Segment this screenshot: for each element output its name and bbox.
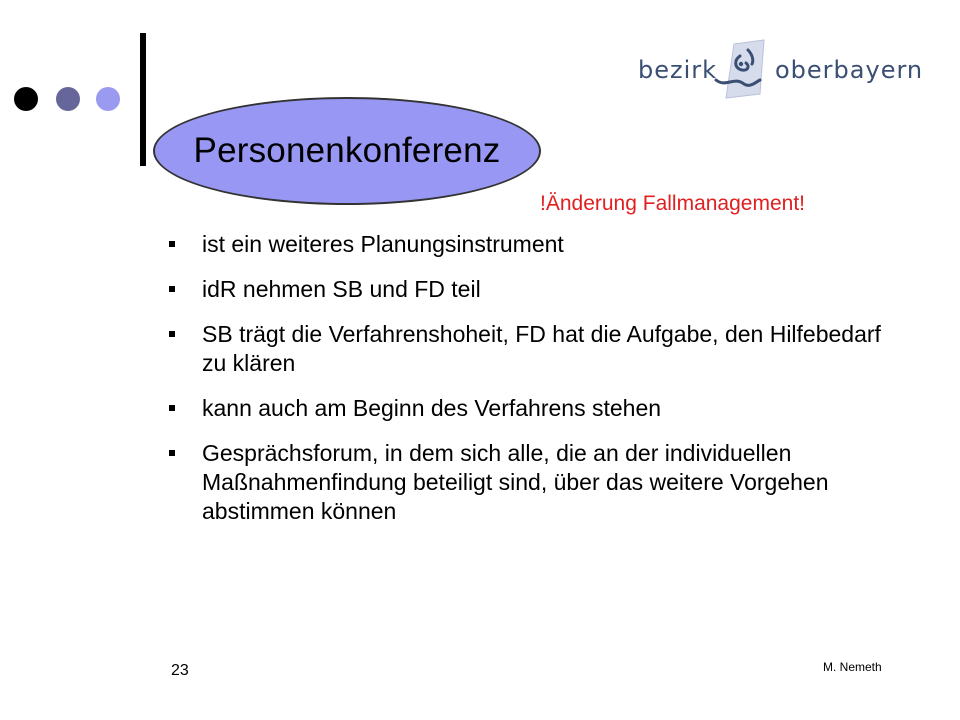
- decorative-dot-black: [14, 87, 38, 111]
- square-bullet-icon: [169, 450, 175, 456]
- bullet-text: Gesprächsforum, in dem sich alle, die an der individuellen Maßnahmenfindung beteiligt sind, über das weitere Vorgehen abstimmen können: [202, 440, 829, 524]
- square-bullet-icon: [169, 405, 175, 411]
- decorative-vertical-bar: [140, 33, 146, 166]
- bullet-text: idR nehmen SB und FD teil: [202, 276, 481, 302]
- logo-word-bezirk: bezirk: [638, 56, 718, 84]
- author-footer: M. Nemeth: [823, 660, 882, 674]
- title-ellipse: [153, 97, 541, 205]
- bullet-item: [162, 320, 902, 378]
- square-bullet-icon: [169, 331, 175, 337]
- bullet-text: ist ein weiteres Planungsinstrument: [202, 231, 564, 257]
- decorative-dot-periwinkle: [96, 87, 120, 111]
- bezirk-oberbayern-logo: [630, 38, 924, 108]
- logo-word-oberbayern: oberbayern: [775, 56, 924, 84]
- page-number: 23: [171, 662, 189, 679]
- bullet-item: [162, 439, 902, 526]
- bullet-text: kann auch am Beginn des Verfahrens stehen: [202, 395, 662, 421]
- bullet-item: [162, 230, 902, 259]
- bullet-item: [162, 275, 902, 304]
- bezirk-oberbayern-emblem-icon: [712, 38, 774, 102]
- slide-title: Personenkonferenz: [193, 131, 501, 170]
- bullet-item: [162, 394, 902, 423]
- change-notice: !Änderung Fallmanagement!: [540, 192, 805, 215]
- square-bullet-icon: [169, 286, 175, 292]
- square-bullet-icon: [169, 241, 175, 247]
- bullet-text: SB trägt die Verfahrenshoheit, FD hat die Aufgabe, den Hilfebedarf zu klären: [202, 321, 881, 376]
- bullet-list: [162, 230, 902, 542]
- decorative-dot-slate: [56, 87, 80, 111]
